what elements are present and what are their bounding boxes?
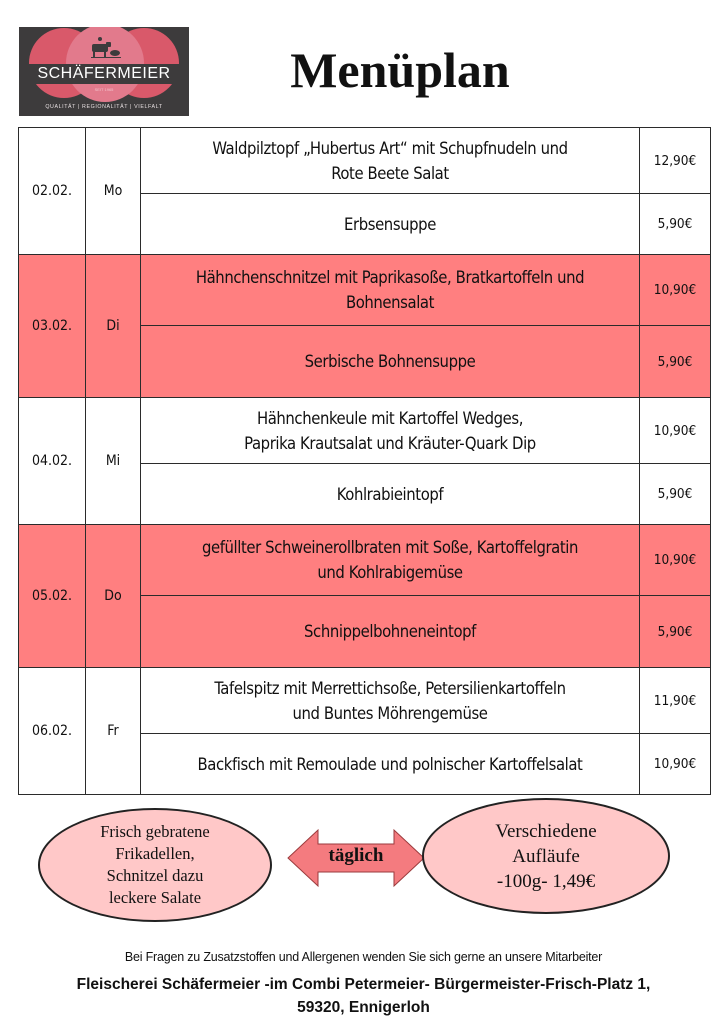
- menu-row: [19, 525, 711, 596]
- menu-date: 02.02.: [19, 128, 86, 255]
- page-title: Menüplan: [290, 42, 510, 98]
- menu-dish: [141, 464, 640, 525]
- menu-table: [18, 127, 711, 795]
- menu-price: 10,90€: [640, 255, 711, 326]
- farm-animals-icon: [91, 35, 121, 61]
- dish-line: Waldpilztopf „Hubertus Art“ mit Schupfnudeln und: [212, 138, 568, 158]
- address-line-1: Fleischerei Schäfermeier -im Combi Petermeier- Bürgermeister-Frisch-Platz 1,: [76, 976, 651, 993]
- daily-offer-right-text: [495, 819, 596, 894]
- dish-line: Kohlrabieintopf: [336, 484, 444, 504]
- offer-line: Verschiedene: [495, 820, 597, 842]
- dish-line: Erbsensuppe: [344, 214, 436, 234]
- offer-line: -100g- 1,49€: [496, 870, 596, 892]
- menu-price: 10,90€: [640, 734, 711, 795]
- dish-line: Hähnchenschnitzel mit Paprikasoße, Bratkartoffeln und: [195, 268, 585, 287]
- offer-line: Aufläufe: [512, 845, 580, 867]
- menu-dish: [141, 398, 640, 464]
- menu-price: 5,90€: [640, 596, 711, 668]
- dish-line: Rote Beete Salat: [331, 163, 449, 183]
- dish-line: und Buntes Möhrengemüse: [292, 703, 488, 723]
- offer-line: Frisch gebratene: [100, 822, 210, 841]
- menu-date: 05.02.: [19, 525, 86, 668]
- menu-price: 11,90€: [640, 668, 711, 734]
- logo-since: SEIT 1965: [94, 87, 114, 92]
- dish-line: gefüllter Schweinerollbraten mit Soße, Kartoffelgratin: [201, 538, 579, 557]
- menu-dish: [141, 326, 640, 398]
- address-line-2: 59320, Ennigerloh: [297, 999, 430, 1016]
- menu-price: 5,90€: [640, 464, 711, 525]
- menu-weekday: Fr: [86, 668, 141, 795]
- daily-label: täglich: [328, 845, 384, 866]
- menu-price: 12,90€: [640, 128, 711, 194]
- menu-weekday: Mi: [86, 398, 141, 525]
- menu-date: 04.02.: [19, 398, 86, 525]
- menu-price: 5,90€: [640, 326, 711, 398]
- menu-weekday: Di: [86, 255, 141, 398]
- menu-dish: [141, 734, 640, 795]
- menu-dish: [141, 596, 640, 668]
- dish-line: Schnippelbohneneintopf: [304, 622, 476, 641]
- company-logo: [19, 27, 189, 116]
- allergen-note: Bei Fragen zu Zusatzstoffen und Allergenen wenden Sie sich gerne an unsere Mitarbeiter: [124, 950, 603, 964]
- address: [0, 973, 727, 1019]
- menu-dish: [141, 128, 640, 194]
- daily-offer-left: [38, 808, 272, 922]
- menu-dish: [141, 668, 640, 734]
- dish-line: Tafelspitz mit Merrettichsoße, Petersilienkartoffeln: [214, 678, 566, 698]
- daily-offer-right: [422, 798, 670, 914]
- dish-line: Paprika Krautsalat und Kräuter-Quark Dip: [244, 433, 536, 453]
- logo-tagline: QUALITÄT | REGIONALITÄT | VIELFALT: [45, 104, 163, 110]
- offer-line: leckere Salate: [108, 888, 202, 907]
- menu-weekday: Mo: [86, 128, 141, 255]
- menu-row: [19, 128, 711, 194]
- menu-dish: [141, 525, 640, 596]
- menu-dish: [141, 255, 640, 326]
- daily-offer-left-text: [100, 821, 210, 909]
- menu-price: 10,90€: [640, 525, 711, 596]
- logo-name: SCHÄFERMEIER: [37, 65, 171, 82]
- menu-price: 5,90€: [640, 194, 711, 255]
- menu-date: 03.02.: [19, 255, 86, 398]
- offer-line: Schnitzel dazu: [106, 866, 204, 885]
- menu-row: [19, 398, 711, 464]
- menu-weekday: Do: [86, 525, 141, 668]
- dish-line: Bohnensalat: [345, 293, 435, 312]
- menu-date: 06.02.: [19, 668, 86, 795]
- menu-row: [19, 668, 711, 734]
- dish-line: Hähnchenkeule mit Kartoffel Wedges,: [256, 408, 524, 428]
- dish-line: Backfisch mit Remoulade und polnischer Kartoffelsalat: [197, 754, 583, 774]
- dish-line: Serbische Bohnensuppe: [304, 352, 476, 371]
- menu-price: 10,90€: [640, 398, 711, 464]
- menu-row: [19, 255, 711, 326]
- menu-dish: [141, 194, 640, 255]
- offer-line: Frikadellen,: [115, 844, 195, 863]
- dish-line: und Kohlrabigemüse: [317, 563, 463, 582]
